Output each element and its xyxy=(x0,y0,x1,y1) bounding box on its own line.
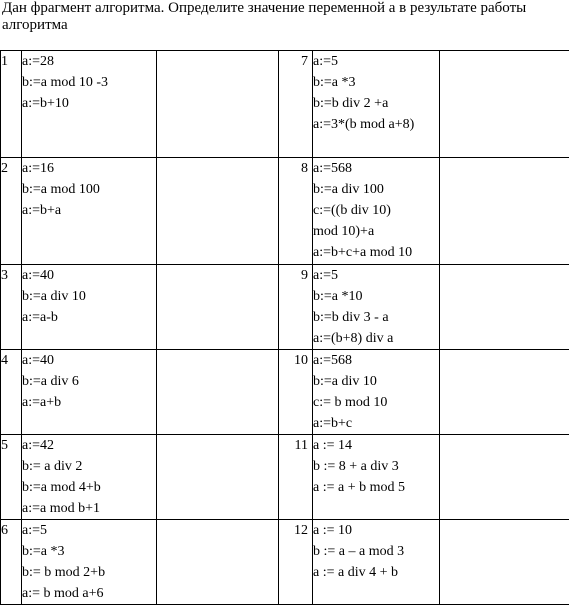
answer-cell xyxy=(440,435,569,520)
code-line: a:=16 xyxy=(22,161,54,176)
code-line: b:=b div 2 +a xyxy=(313,96,389,111)
task-table xyxy=(0,50,569,605)
code-line: b:=b div 3 - a xyxy=(313,310,389,325)
algorithm-code xyxy=(22,435,157,520)
table-row xyxy=(1,158,569,265)
answer-cell xyxy=(440,350,569,435)
code-line: b:=a mod 4+b xyxy=(22,480,101,495)
code-line: b := 8 + a div 3 xyxy=(313,459,399,474)
answer-cell xyxy=(157,265,279,350)
algorithm-code xyxy=(22,265,157,350)
code-line: a:=a mod b+1 xyxy=(22,501,100,516)
algorithm-code xyxy=(22,520,157,605)
code-line: b:=a div 6 xyxy=(22,374,79,389)
code-line: a:=40 xyxy=(22,353,54,368)
table-row xyxy=(1,520,569,605)
code-line: a := a + b mod 5 xyxy=(313,480,405,495)
code-line: c:=((b div 10) xyxy=(313,203,391,218)
algorithm-code xyxy=(22,350,157,435)
code-line: a:=b+c xyxy=(313,416,353,431)
code-line: b := a – a mod 3 xyxy=(313,544,405,559)
code-line: a:=40 xyxy=(22,268,54,283)
algorithm-code xyxy=(22,158,157,265)
code-line: a:=5 xyxy=(22,523,47,538)
table-row xyxy=(1,435,569,520)
code-line: a:= b mod a+6 xyxy=(22,586,104,601)
code-line: a:=b+10 xyxy=(22,96,69,111)
answer-cell xyxy=(157,520,279,605)
code-line: b:= a div 2 xyxy=(22,459,83,474)
table-row xyxy=(1,265,569,350)
code-line: a:=42 xyxy=(22,438,54,453)
task-number: 8 xyxy=(279,158,313,265)
algorithm-code xyxy=(313,435,440,520)
answer-cell xyxy=(440,51,569,158)
answer-cell xyxy=(157,51,279,158)
code-line: b:=a div 100 xyxy=(313,182,384,197)
answer-cell xyxy=(157,158,279,265)
task-number: 11 xyxy=(279,435,313,520)
code-line: a:=(b+8) div a xyxy=(313,331,394,346)
code-line: b:=a mod 10 -3 xyxy=(22,75,109,90)
task-number: 5 xyxy=(1,435,22,520)
algorithm-code xyxy=(313,51,440,158)
code-line: a := 10 xyxy=(313,523,352,538)
task-number: 10 xyxy=(279,350,313,435)
task-title: Дан фрагмент алгоритма. Определите значение переменной a в результате работы алгоритма xyxy=(2,0,527,33)
code-line: b:=a div 10 xyxy=(313,374,377,389)
algorithm-code xyxy=(313,158,440,265)
code-line: a := 14 xyxy=(313,438,352,453)
answer-cell xyxy=(157,435,279,520)
table-row xyxy=(1,350,569,435)
algorithm-code xyxy=(313,265,440,350)
code-line: a:=3*(b mod a+8) xyxy=(313,117,415,132)
task-number: 6 xyxy=(1,520,22,605)
task-number: 3 xyxy=(1,265,22,350)
code-line: a:=5 xyxy=(313,54,338,69)
algorithm-code xyxy=(313,350,440,435)
code-line: b:=a *3 xyxy=(313,75,356,90)
algorithm-code xyxy=(313,520,440,605)
code-line: b:= b mod 2+b xyxy=(22,565,106,580)
answer-cell xyxy=(440,520,569,605)
code-line: b:=a mod 100 xyxy=(22,182,100,197)
code-line: a:=a-b xyxy=(22,310,58,325)
code-line: a:=28 xyxy=(22,54,54,69)
task-number: 2 xyxy=(1,158,22,265)
answer-cell xyxy=(157,350,279,435)
code-line: mod 10)+a xyxy=(313,224,375,239)
code-line: a:=b+a xyxy=(22,203,62,218)
task-number: 7 xyxy=(279,51,313,158)
algorithm-code xyxy=(22,51,157,158)
code-line: a:=568 xyxy=(313,161,352,176)
code-line: a:=568 xyxy=(313,353,352,368)
code-line: b:=a div 10 xyxy=(22,289,86,304)
code-line: a:=5 xyxy=(313,268,338,283)
code-line: c:= b mod 10 xyxy=(313,395,388,410)
code-line: b:=a *3 xyxy=(22,544,65,559)
code-line: a:=b+c+a mod 10 xyxy=(313,245,413,260)
code-line: a := a div 4 + b xyxy=(313,565,398,580)
table-row xyxy=(1,51,569,158)
task-number: 9 xyxy=(279,265,313,350)
answer-cell xyxy=(440,158,569,265)
answer-cell xyxy=(440,265,569,350)
code-line: a:=a+b xyxy=(22,395,62,410)
task-number: 4 xyxy=(1,350,22,435)
code-line: b:=a *10 xyxy=(313,289,363,304)
task-number: 12 xyxy=(279,520,313,605)
task-number: 1 xyxy=(1,51,22,158)
